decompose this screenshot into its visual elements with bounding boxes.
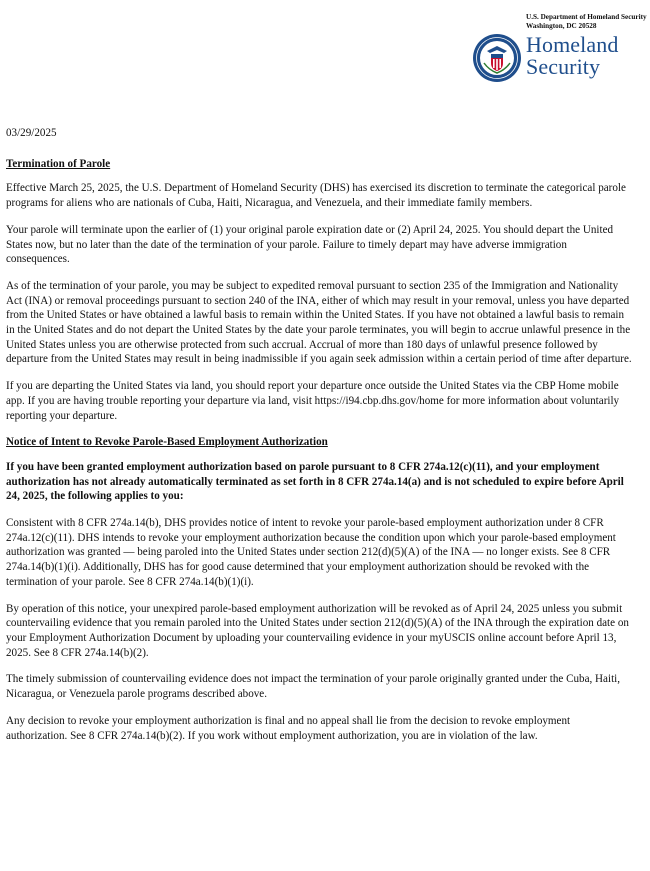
paragraph-effective-date: Effective March 25, 2025, the U.S. Department of Homeland Security (DHS) has exercised its discretion to terminate the categorical parole programs for aliens who are nationals of Cuba, Haiti, Nicaragua, and Venezuela, and their immediate family members. bbox=[6, 182, 626, 210]
letter-date: 03/29/2025 bbox=[6, 127, 57, 139]
dhs-seal-icon bbox=[472, 33, 522, 83]
heading-notice-of-intent: Notice of Intent to Revoke Parole-Based Employment Authorization bbox=[6, 436, 328, 449]
paragraph-applicability: If you have been granted employment authorization based on parole pursuant to 8 CFR 274a.12(c)(11), and your employment authorization has not already automatically terminated as set forth in 8 CFR 274a.14(a) and is not scheduled to expire before April 24, 2025, the following applies to you: bbox=[6, 460, 624, 503]
paragraph-timely-submission: The timely submission of countervailing evidence does not impact the termination of your parole originally granted under the Cuba, Haiti, Nicaragua, or Venezuela parole programs described above. bbox=[6, 673, 621, 701]
paragraph-final-decision: Any decision to revoke your employment authorization is final and no appeal shall lie from the decision to revoke employment authorization. See 8 CFR 274a.14(b)(2). If you work without employment authorization, you are in violation of the law. bbox=[6, 714, 571, 742]
department-name: U.S. Department of Homeland Security bbox=[526, 13, 647, 21]
homeland-security-wordmark bbox=[526, 34, 618, 78]
paragraph-notice-of-revocation: Consistent with 8 CFR 274a.14(b), DHS provides notice of intent to revoke your parole-based employment authorization under 8 CFR 274a.12(c)(11). DHS intends to revoke your employment authorization because the condition upon which your parole-based employment authorization was granted — being paroled into the United States under section 212(d)(5)(A) of the INA — no longer exists. See 8 CFR 274a.14(b)(1)(i). Additionally, DHS has for good cause determined that your employment authorization should be revoked with the termination of your parole. See 8 CFR 274a.14(b)(1)(i). bbox=[6, 517, 616, 588]
paragraph-expedited-removal: As of the termination of your parole, you may be subject to expedited removal pursuant to section 235 of the Immigration and Nationality Act (INA) or removal proceedings pursuant to section 240 of the INA, either of which may result in your removal, unless you have departed from the United States or have obtained a lawful basis to remain within the United States. If you have not obtained a lawful basis to remain in the United States and do not depart the United States by the date your parole terminates, you will begin to accrue unlawful presence in the United States unless you are otherwise protected from such accrual. Accrual of more than 180 days of unlawful presence followed by departure from the United States may result in being inadmissible if you again seek admission within a certain period of time after departure. bbox=[6, 279, 632, 366]
brand-line-1: Homeland bbox=[526, 32, 619, 57]
brand-line-2: Security bbox=[526, 54, 601, 79]
letterhead bbox=[350, 0, 650, 100]
department-location: Washington, DC 20528 bbox=[526, 22, 597, 30]
letter-body bbox=[6, 126, 632, 755]
heading-termination-of-parole: Termination of Parole bbox=[6, 157, 111, 170]
paragraph-departure-reporting: If you are departing the United States via land, you should report your departure once outside the United States via the CBP Home mobile app. If you are having trouble reporting your departure via land, visit https://i94.cbp.dhs.gov/home for more information about voluntarily reporting your departure. bbox=[6, 380, 620, 422]
department-address bbox=[526, 13, 647, 31]
paragraph-countervailing-evidence: By operation of this notice, your unexpired parole-based employment authorization will be revoked as of April 24, 2025 unless you submit countervailing evidence that you remain paroled into the United States under section 212(d)(5)(A) of the INA through the expiration date on your Employment Authorization Document by uploading your countervailing evidence in your myUSCIS online account before April 13, 2025. See 8 CFR 274a.14(b)(2). bbox=[6, 602, 629, 659]
paragraph-parole-termination: Your parole will terminate upon the earlier of (1) your original parole expiration date or (2) April 24, 2025. You should depart the United States now, but no later than the date of the termination of your parole. Failure to timely depart may have adverse immigration consequences. bbox=[6, 223, 614, 266]
